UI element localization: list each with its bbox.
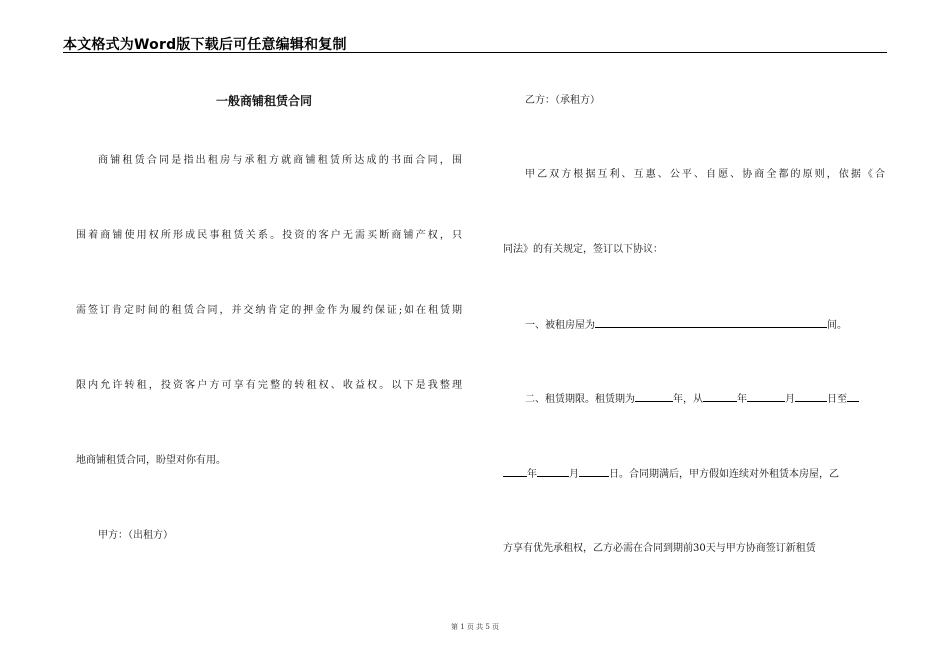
clause-2b-rest: 日。合同期满后，甲方假如连续对外租赁本房屋，乙 xyxy=(609,469,839,480)
clause-2-prefix: 二、租赁期限。租赁期为 xyxy=(525,394,635,405)
left-paragraph-line-5: 地商铺租赁合同，盼望对你有用。 xyxy=(76,455,226,466)
clause-2-day-to-label: 日至 xyxy=(827,394,847,405)
premises-blank xyxy=(595,318,827,328)
start-day-blank xyxy=(795,392,827,402)
term-years-blank xyxy=(635,392,673,402)
start-month-blank xyxy=(747,392,785,402)
end-day-blank xyxy=(579,467,609,477)
page-footer: 第 1 页 共 5 页 xyxy=(450,623,500,631)
clause-1 xyxy=(503,318,885,333)
clause-2-month-label: 月 xyxy=(785,394,795,405)
left-paragraph-line-3: 需签订肯定时间的租赁合同，并交纳肯定的押金作为履约保证;如在租赁期 xyxy=(76,305,462,316)
clause-2-year2-label: 年 xyxy=(737,394,747,405)
clause-1-suffix: 间。 xyxy=(827,320,847,331)
start-year-blank xyxy=(703,392,737,402)
end-month-blank xyxy=(537,467,569,477)
end-year-blank xyxy=(503,467,527,477)
clause-1-prefix: 一、被租房屋为 xyxy=(525,320,595,331)
clause-2 xyxy=(503,392,885,407)
document-title: 一般商铺租赁合同 xyxy=(215,94,312,108)
preamble-line-1: 甲乙双方根据互利、互惠、公平、自愿、协商全都的原则，依据《合 xyxy=(525,169,885,180)
clause-2b-month-label: 月 xyxy=(569,469,579,480)
end-year-blank-start xyxy=(847,392,859,402)
left-paragraph-line-2: 围着商铺使用权所形成民事租赁关系。投资的客户无需买断商铺产权，只 xyxy=(76,230,462,241)
party-b-label: 乙方：（承租方） xyxy=(525,95,600,106)
clause-2-year-label: 年，从 xyxy=(673,394,703,405)
clause-2-continued xyxy=(503,467,885,482)
left-paragraph-line-4: 限内允许转租，投资客户方可享有完整的转租权、收益权。以下是我整理 xyxy=(76,380,462,391)
party-a-label: 甲方：（出租方） xyxy=(98,530,173,541)
clause-2b-year-label: 年 xyxy=(527,469,537,480)
left-paragraph-line-1: 商铺租赁合同是指出租房与承租方就商铺租赁所达成的书面合同，围 xyxy=(98,155,462,166)
header-banner: 本文格式为Word版下载后可任意编辑和复制 xyxy=(63,37,347,53)
preamble-line-2: 同法》的有关规定，签订以下协议： xyxy=(503,244,663,255)
clause-2-line-3: 方享有优先承租权，乙方必需在合同到期前30天与甲方协商签订新租赁 xyxy=(503,543,816,554)
header-rule xyxy=(63,52,887,53)
